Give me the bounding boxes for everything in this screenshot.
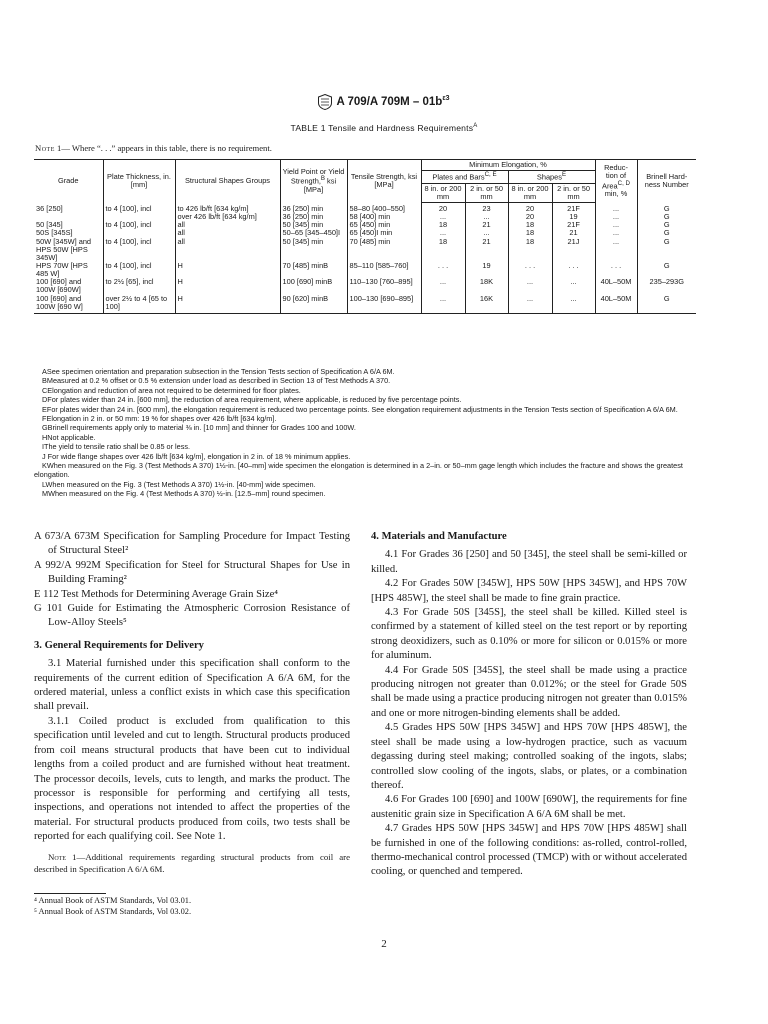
cell-sh2: 21F [552, 203, 595, 214]
left-column [34, 530, 350, 875]
table-note: Note 1— Where “. . .” appears in this table, there is no requirement. [35, 143, 272, 153]
cell-sh8: 18 [508, 238, 552, 262]
cell-tensile: 70 [485] min [347, 238, 421, 262]
cell-pb8: . . . [421, 262, 465, 278]
table-footnote: GBrinell requirements apply only to material ⅜ in. [10 mm] and thinner for Grades 100 and 100W. [42, 423, 356, 433]
cell-yield: 70 [485] minB [280, 262, 347, 278]
cell-brin: 235–293G [637, 278, 696, 294]
table-footnote: CElongation and reduction of area not required to be determined for floor plates. [42, 385, 301, 395]
cell-shapes: H [175, 262, 280, 278]
cell-red: 40L–50M [595, 295, 637, 314]
para-4-4: 4.4 For Grade 50S [345S], the steel shall be made using a practice producing nitrogen not greater than 0.012%; or the steel for Grade 50S shall be made using a practice producing nitrogen not greater than 0.015% and one or more nitrogen-binding elements shall be added. [371, 664, 687, 719]
col-min-elongation: Minimum Elongation, % [421, 160, 595, 171]
cell-shapes: over 426 lb/ft [634 kg/m] [175, 213, 280, 221]
para-3-1-1: 3.1.1 Coiled product is excluded from qualification to this specification until leveled and cut to length. Structural products produced from coil means structural products that have been cut to individual lengths from a coiled product and are furnished without heat treatment. The processor decoils, levels, cuts to length, and marks the product. The processor is responsible for performing and certifying all tests, inspections, and operations not intended to affect the properties of the material. For structural products produced from coils, two tests shall be reported for each qualifying coil. See Note 1. [34, 715, 350, 843]
cell-tensile: 58 [400] min [347, 213, 421, 221]
table-footnote: BMeasured at 0.2 % offset or 0.5 % extension under load as described in Section 13 of Test Methods A 370. [42, 376, 391, 386]
cell-tensile: 110–130 [760–895] [347, 278, 421, 294]
para-4-2: 4.2 For Grades 50W [345W], HPS 50W [HPS 345W], and HPS 70W [HPS 485W], the steel shall be made to fine grain practice. [371, 578, 687, 604]
cell-brin: G [637, 295, 696, 314]
cell-thick: to 4 [100], incl [103, 203, 175, 214]
table-footnote: KWhen measured on the Fig. 3 (Test Methods A 370) 1½-in. [40–mm] wide specimen the elongation is determined in a 2–in. or 50–mm gage length which includes the fracture and shows the greatest elongation. [34, 461, 683, 480]
cell-yield: 90 [620] minB [280, 295, 347, 314]
cell-shapes: all [175, 229, 280, 237]
cell-sh2: ... [552, 278, 595, 294]
cell-shapes: all [175, 221, 280, 229]
col-pb-2in: 2 in. or 50 mm [465, 183, 508, 202]
cell-yield: 36 [250] min [280, 203, 347, 214]
col-reduction: Reduc- tion of Area$^{C, D}$ min, % [595, 160, 637, 203]
table-footnote: IThe yield to tensile ratio shall be 0.85 or less. [42, 442, 191, 452]
table-footnote: J For wide flange shapes over 426 lb/ft [634 kg/m], elongation in 2 in. of 18 % minimum applies. [42, 451, 351, 461]
table-row [34, 295, 696, 314]
cell-tensile: 100–130 [690–895] [347, 295, 421, 314]
para-4-6: 4.6 For Grades 100 [690] and 100W [690W], the requirements for fine austenitic grain size in Specification A 6/A 6M shall be met. [371, 794, 687, 820]
cell-pb8: ... [421, 229, 465, 237]
para-4-1: 4.1 For Grades 36 [250] and 50 [345], the steel shall be semi-killed or killed. [371, 549, 687, 575]
cell-grade: 100 [690] and 100W [690 W] [34, 295, 103, 314]
cell-thick: to 4 [100], incl [103, 262, 175, 278]
footnote-rule [34, 893, 106, 894]
table-footnote: DFor plates wider than 24 in. [600 mm], the reduction of area requirement, where applicable, is reduced by five percentage points. [42, 395, 462, 405]
cell-tensile: 58–80 [400–550] [347, 203, 421, 214]
cell-pb8: 18 [421, 238, 465, 262]
cell-sh2: ... [552, 295, 595, 314]
col-shapes: Structural Shapes Groups [175, 160, 280, 203]
cell-yield: 50 [345] min [280, 238, 347, 262]
cell-sh8: 20 [508, 213, 552, 221]
table-row [34, 238, 696, 262]
cell-pb8: ... [421, 213, 465, 221]
col-sh-2in: 2 in. or 50 mm [552, 183, 595, 202]
para-4-3: 4.3 For Grade 50S [345S], the steel shall be killed. Killed steel is confirmed by a statement of killed steel on the test report or by reporting strong deoxidizers, such as 0.10% or more for silicon or 0.015% or more for aluminum. [371, 607, 687, 662]
cell-sh8: 18 [508, 229, 552, 237]
cell-grade: 100 [690] and 100W [690W] [36, 277, 82, 295]
table-body [34, 203, 696, 314]
cell-sh8: 18 [508, 221, 552, 229]
para-4-5: 4.5 Grades HPS 50W [HPS 345W] and HPS 70W [HPS 485W], the steel shall be made using a low-hydrogen practice, such as vacuum degassing during steel making; controlled soaking of the ingots, slabs; controlled slow cooling of the ingots, slabs, or plates, or a combination thereof. [371, 722, 687, 791]
table-footnote: MWhen measured on the Fig. 4 (Test Methods A 370) ½-in. [12.5–mm] round specimen. [42, 489, 326, 499]
right-column [371, 530, 687, 880]
table-footnote: ASee specimen orientation and preparation subsection in the Tension Tests section of Specification A 6/A 6M. [42, 367, 395, 376]
cell-shapes: H [175, 278, 280, 294]
cell-tensile: 65 [450]I min [347, 229, 421, 237]
cell-brin: G [637, 203, 696, 214]
cell-pb8: ... [421, 278, 465, 294]
cell-sh2: 21F [552, 221, 595, 229]
col-grade: Grade [34, 160, 103, 203]
cell-brin: G [637, 262, 696, 278]
cell-shapes: all [175, 238, 280, 262]
cell-thick: to 2½ [65], incl [103, 278, 175, 294]
cell-pb2: 21 [465, 238, 508, 262]
cell-red: . . . [595, 262, 637, 278]
cell-yield: 50 [345] min [280, 221, 347, 229]
cell-yield: 100 [690] minB [280, 278, 347, 294]
cell-brin: G [637, 221, 696, 229]
cell-pb2: 16K [465, 295, 508, 314]
cell-red: ... [595, 203, 637, 214]
table-row [34, 278, 696, 294]
cell-sh2: . . . [552, 262, 595, 278]
col-yield: Yield Point or Yield Strength,$^B$ ksi [MPa] [280, 160, 347, 203]
para-4-7: 4.7 Grades HPS 50W [HPS 345W] and HPS 70W [HPS 485W] shall be furnished in one of the following conditions: as-rolled, control-rolled, thermo-mechanical control processed (TMCP) with or without accelerated cooling, or quenched and tempered. [371, 823, 687, 878]
cell-shapes: to 426 lb/ft [634 kg/m] [175, 203, 280, 214]
cell-sh8: . . . [508, 262, 552, 278]
col-sh-8in: 8 in. or 200 mm [508, 183, 552, 202]
cell-sh2: 21J [552, 238, 595, 262]
cell-pb2: 19 [465, 262, 508, 278]
col-pb-8in: 8 in. or 200 mm [421, 183, 465, 202]
col-brinell: Brinell Hard- ness Number [637, 160, 696, 203]
cell-sh8: ... [508, 278, 552, 294]
astm-logo-icon [318, 94, 332, 110]
cell-grade: 50S [345S] [36, 228, 73, 238]
cell-yield: 36 [250] min [280, 213, 347, 221]
heading-section-4: 4. Materials and Manufacture [371, 531, 507, 542]
cell-red: ... [595, 238, 637, 262]
col-shapes-elong: Shapes$^E$ [508, 171, 595, 184]
cell-shapes: H [175, 295, 280, 314]
ref-a992: A 992/A 992M Specification for Steel for Structural Shapes for Use in Building Framing² [34, 559, 350, 586]
footnote-4: ⁴ Annual Book of ASTM Standards, Vol 03.01. [34, 896, 192, 905]
cell-yield: 50–65 [345–450]I [280, 229, 347, 237]
designation: A 709/A 709M – 01b [336, 96, 443, 109]
cell-tensile: 85–110 [585–760] [347, 262, 421, 278]
table-footnote: HNot applicable. [42, 432, 96, 442]
table-footnotes [34, 367, 696, 499]
cell-thick: to 4 [100], incl [103, 238, 175, 262]
page-footnotes [34, 896, 191, 917]
para-3-1: 3.1 Material furnished under this specification shall conform to the requirements of the current edition of Specification A 6/A 6M, for the ordered material, unless a conflict exists in which case this specification shall prevail. [34, 658, 350, 713]
footnote-5: ⁵ Annual Book of ASTM Standards, Vol 03.02. [34, 906, 192, 916]
cell-brin: G [637, 238, 696, 262]
cell-brin: G [637, 213, 696, 221]
table-footnote: FElongation in 2 in. or 50 mm: 19 % for shapes over 426 lb/ft [634 kg/m]. [42, 414, 277, 424]
cell-grade: 50W [345W] and HPS 50W [HPS 345W] [36, 236, 92, 262]
note-1: Note 1—Additional requirements regarding structural products from coil are described in Specification A 6/A 6M. [34, 851, 350, 874]
cell-sh8: ... [508, 295, 552, 314]
cell-grade: 50 [345] [36, 220, 63, 230]
col-thickness: Plate Thickness, in. [mm] [103, 160, 175, 203]
tensile-hardness-table [34, 159, 696, 314]
cell-tensile: 65 [450] min [347, 221, 421, 229]
heading-section-3: 3. General Requirements for Delivery [34, 639, 204, 651]
cell-sh8: 20 [508, 203, 552, 214]
ref-e112: E 112 Test Methods for Determining Average Grain Size⁴ [34, 588, 278, 600]
cell-pb2: 23 [465, 203, 508, 214]
cell-grade: 36 [250] [36, 203, 63, 213]
cell-pb2: ... [465, 229, 508, 237]
designation-superscript: ε3 [442, 95, 450, 103]
cell-pb2: 18K [465, 278, 508, 294]
table-footnote: EFor plates wider than 24 in. [600 mm], the elongation requirement is reduced two percentage points. See elongation requirement adjustments in the Tension Tests section of Specification A 6/A 6M. [42, 404, 678, 414]
cell-red: 40L–50M [595, 278, 637, 294]
cell-red: ... [595, 221, 637, 229]
cell-pb8: 18 [421, 221, 465, 229]
col-tensile: Tensile Strength, ksi [MPa] [347, 160, 421, 203]
document-header [0, 94, 768, 110]
cell-sh2: 21 [552, 229, 595, 237]
page-number: 2 [381, 938, 387, 950]
col-plates-bars: Plates and Bars$^{C, E}$ [421, 171, 508, 184]
table-row [34, 262, 696, 278]
cell-sh2: 19 [552, 213, 595, 221]
table-title: TABLE 1 Tensile and Hardness Requirements$^A$ [290, 123, 478, 133]
cell-thick: over 2½ to 4 [65 to 100] [103, 295, 175, 314]
cell-brin: G [637, 229, 696, 237]
cell-red: ... [595, 213, 637, 221]
cell-thick: to 4 [100], incl [103, 221, 175, 229]
ref-g101: G 101 Guide for Estimating the Atmospheric Corrosion Resistance of Low-Alloy Steels⁵ [34, 603, 350, 629]
cell-pb2: 21 [465, 221, 508, 229]
cell-red: ... [595, 229, 637, 237]
cell-pb8: 20 [421, 203, 465, 214]
ref-a673: A 673/A 673M Specification for Sampling Procedure for Impact Testing of Structural Steel² [34, 531, 350, 557]
cell-pb2: ... [465, 213, 508, 221]
cell-pb8: ... [421, 295, 465, 314]
cell-grade: HPS 70W [HPS 485 W] [36, 261, 88, 279]
table-footnote: LWhen measured on the Fig. 3 (Test Methods A 370) 1½-in. [40-mm] wide specimen. [42, 479, 316, 489]
